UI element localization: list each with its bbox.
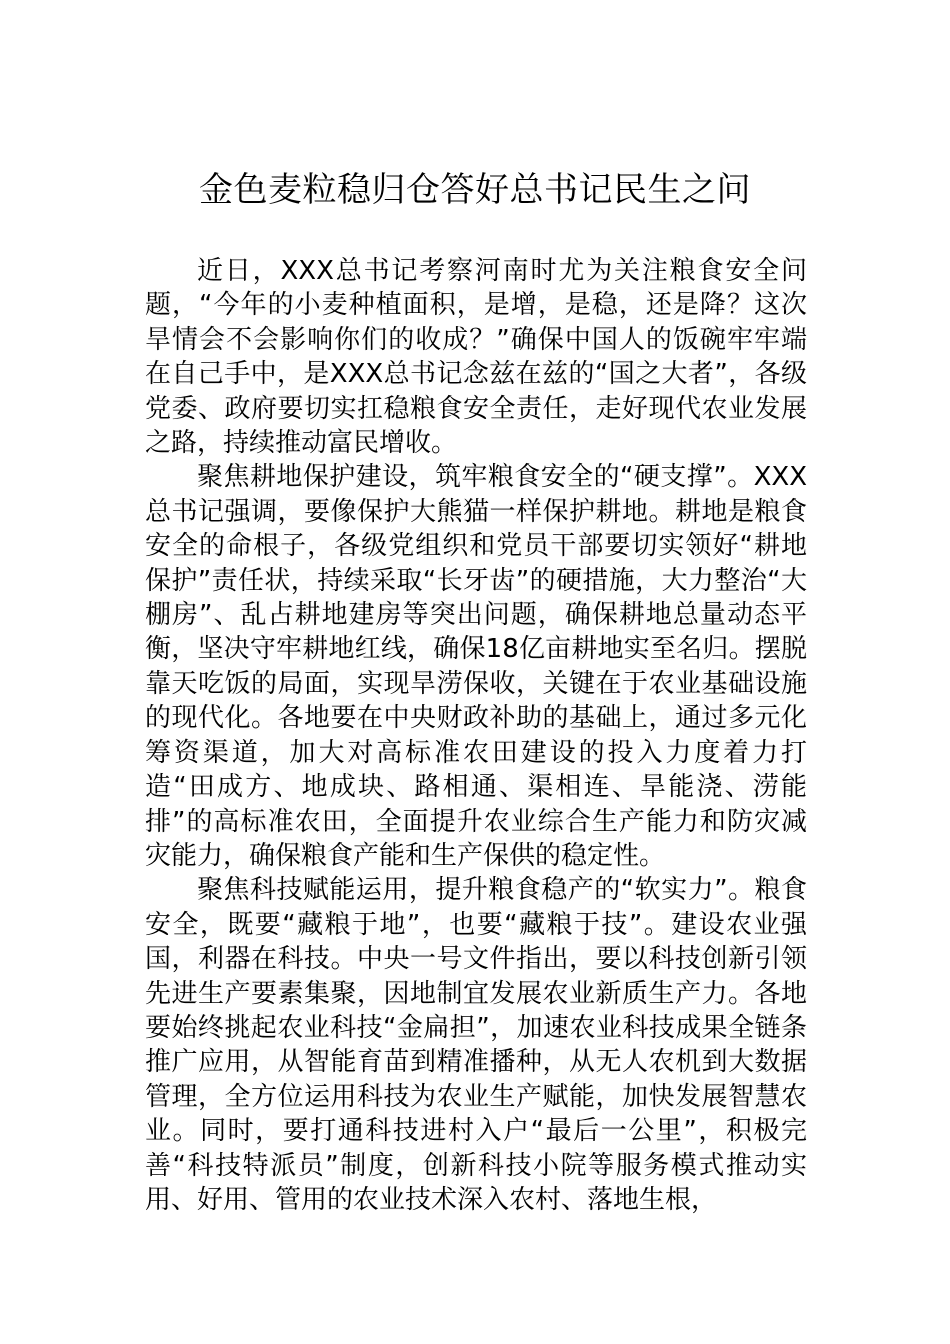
document-title: 金色麦粒稳归仓答好总书记民生之问 bbox=[199, 170, 751, 210]
paragraph-farmland-protection: 聚焦耕地保护建设，筑牢粮食安全的“硬支撑”。XXX总书记强调，要像保护大熊猫一样保护耕地。耕地是粮食安全的命根子，各级党组织和党员干部要切实领好“耕地保护”责任状，持续采取“长牙齿”的硬措施，大力整治“大棚房”、乱占耕地建房等突出问题，确保耕地总量动态平衡，坚决守牢耕地红线，确保18亿亩耕地实至名归。摆脱靠天吃饭的局面，实现旱涝保收，关键在于农业基础设施的现代化。各地要在中央财政补助的基础上，通过多元化筹资渠道，加大对高标准农田建设的投入力度着力打造“田成方、地成块、路相通、渠相连、旱能浇、涝能排”的高标准农田，全面提升农业综合生产能力和防灾减灾能力，确保粮食产能和生产保供的稳定性。 bbox=[145, 462, 807, 871]
article-body bbox=[145, 254, 807, 1217]
paragraph-technology: 聚焦科技赋能运用，提升粮食稳产的“软实力”。粮食安全，既要“藏粮于地”，也要“藏粮于技”。建设农业强国，利器在科技。中央一号文件指出，要以科技创新引领先进生产要素集聚，因地制宜发展农业新质生产力。各地要始终挑起农业科技“金扁担”，加速农业科技成果全链条推广应用，从智能育苗到精准播种，从无人农机到大数据管理，全方位运用科技为农业生产赋能，加快发展智慧农业。同时，要打通科技进村入户“最后一公里”，积极完善“科技特派员”制度，创新科技小院等服务模式推动实用、好用、管用的农业技术深入农村、落地生根， bbox=[145, 875, 807, 1215]
paragraph-intro: 近日，XXX总书记考察河南时尤为关注粮食安全问题，“今年的小麦种植面积，是增，是稳，还是降？这次旱情会不会影响你们的收成？”确保中国人的饭碗牢牢端在自己手中，是XXX总书记念兹在兹的“国之大者”，各级党委、政府要切实扛稳粮食安全责任，走好现代农业发展之路，持续推动富民增收。 bbox=[145, 256, 807, 459]
